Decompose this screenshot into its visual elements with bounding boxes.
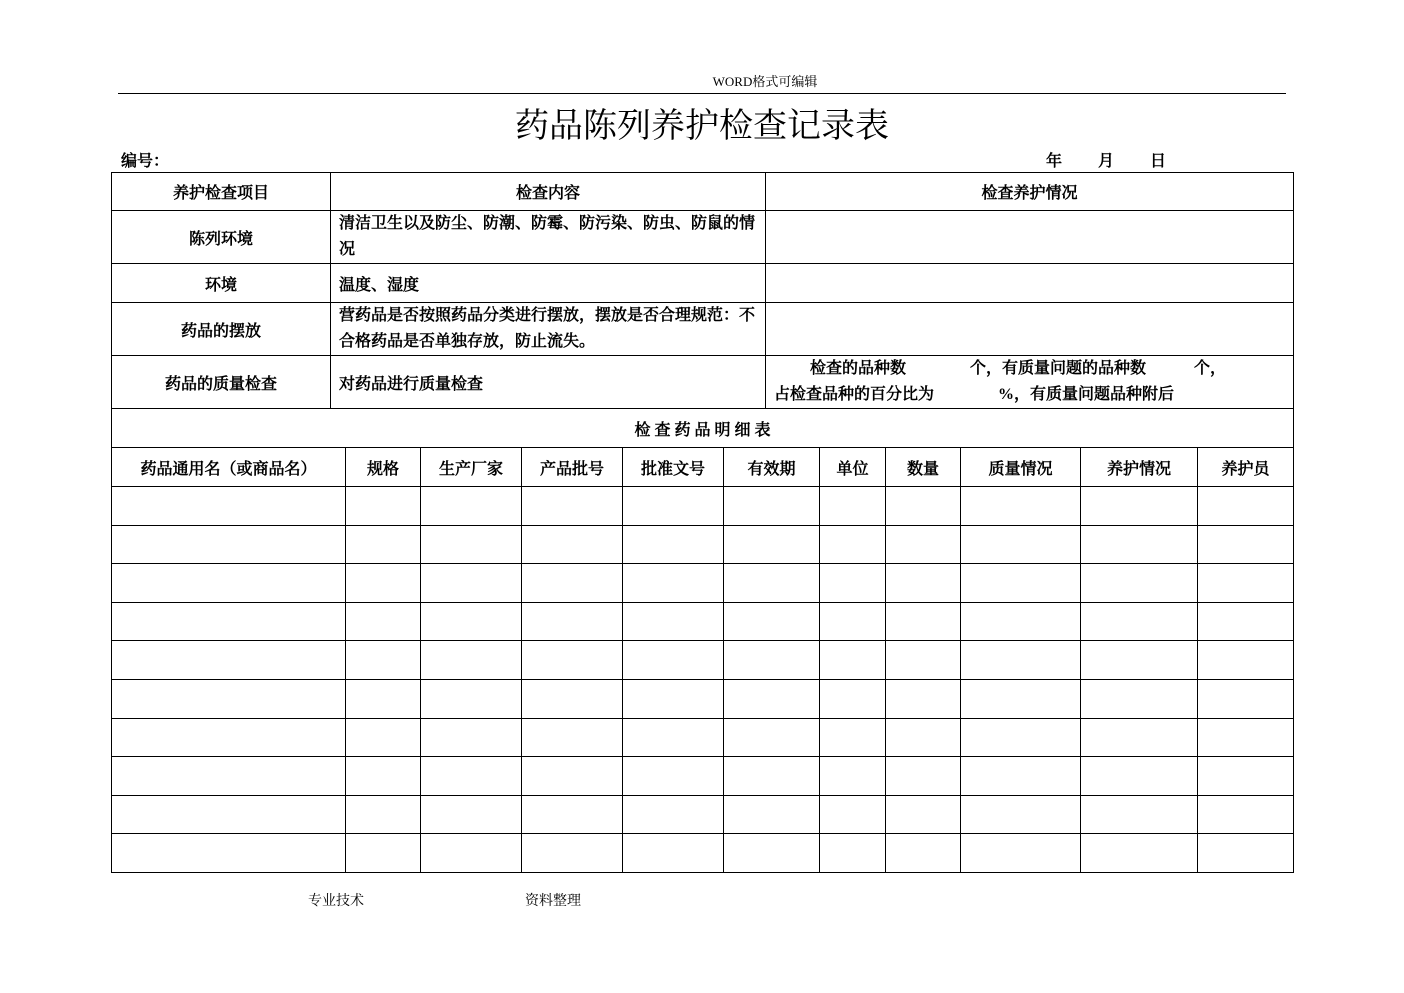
content-cell: 营药品是否按照药品分类进行摆放，摆放是否合理规范：不合格药品是否单独存放，防止流失。 (331, 303, 766, 356)
table-row (112, 834, 1294, 873)
table-cell[interactable] (346, 525, 421, 564)
table-cell[interactable] (112, 525, 346, 564)
table-cell[interactable] (724, 525, 820, 564)
table-cell[interactable] (1198, 757, 1294, 796)
column-header: 规格 (346, 448, 421, 487)
table-cell[interactable] (1081, 641, 1198, 680)
table-cell[interactable] (961, 525, 1081, 564)
table-cell[interactable] (1081, 564, 1198, 603)
column-header: 生产厂家 (421, 448, 522, 487)
table-cell[interactable] (522, 564, 623, 603)
table-cell[interactable] (346, 602, 421, 641)
header-divider (118, 93, 1286, 94)
table-cell[interactable] (421, 718, 522, 757)
table-cell[interactable] (346, 757, 421, 796)
table-cell[interactable] (961, 679, 1081, 718)
table-cell[interactable] (1198, 487, 1294, 526)
column-header: 养护情况 (1081, 448, 1198, 487)
table-cell[interactable] (346, 679, 421, 718)
table-cell[interactable] (1198, 834, 1294, 873)
table-cell[interactable] (724, 679, 820, 718)
table-cell[interactable] (820, 602, 886, 641)
date-year: 年 (1046, 153, 1063, 170)
status-line: 占检查品种的百分比为 %，有质量问题品种附后 (774, 386, 1175, 403)
table-cell[interactable] (1081, 602, 1198, 641)
table-cell[interactable] (724, 641, 820, 680)
table-cell[interactable] (1081, 525, 1198, 564)
table-cell[interactable] (623, 679, 724, 718)
column-header: 药品通用名（或商品名） (112, 448, 346, 487)
table-cell[interactable] (961, 564, 1081, 603)
column-header: 单位 (820, 448, 886, 487)
table-cell[interactable] (346, 641, 421, 680)
table-cell[interactable] (820, 718, 886, 757)
table-cell[interactable] (346, 834, 421, 873)
column-header: 批准文号 (623, 448, 724, 487)
table-cell[interactable] (112, 679, 346, 718)
table-cell[interactable] (1198, 679, 1294, 718)
table-cell[interactable] (1198, 718, 1294, 757)
status-cell[interactable] (766, 303, 1294, 356)
table-cell[interactable] (522, 679, 623, 718)
item-cell: 陈列环境 (112, 211, 331, 264)
table-cell[interactable] (623, 795, 724, 834)
table-cell[interactable] (1198, 564, 1294, 603)
table-cell[interactable] (886, 757, 961, 796)
table-cell[interactable] (421, 487, 522, 526)
table-cell[interactable] (1198, 525, 1294, 564)
column-header: 养护员 (1198, 448, 1294, 487)
table-cell[interactable] (886, 795, 961, 834)
table-cell[interactable] (820, 834, 886, 873)
table-cell[interactable] (1081, 679, 1198, 718)
table-cell[interactable] (820, 525, 886, 564)
table-cell[interactable] (724, 564, 820, 603)
table-cell[interactable] (1081, 718, 1198, 757)
table-cell[interactable] (623, 525, 724, 564)
status-cell[interactable] (766, 264, 1294, 303)
inspection-table (111, 172, 1294, 409)
date-day: 日 (1150, 153, 1167, 170)
table-cell[interactable] (112, 795, 346, 834)
table-cell[interactable] (421, 641, 522, 680)
table-cell[interactable] (724, 757, 820, 796)
table-cell[interactable] (820, 641, 886, 680)
column-header: 质量情况 (961, 448, 1081, 487)
table-cell[interactable] (112, 834, 346, 873)
column-header: 数量 (886, 448, 961, 487)
table-cell[interactable] (961, 795, 1081, 834)
table-cell[interactable] (421, 757, 522, 796)
table-cell[interactable] (421, 795, 522, 834)
status-line: 检查的品种数 个，有质量问题的品种数 个， (810, 360, 1227, 377)
table-row (112, 679, 1294, 718)
table-row (112, 525, 1294, 564)
table-cell[interactable] (1081, 834, 1198, 873)
table-cell[interactable] (522, 525, 623, 564)
table-cell[interactable] (346, 487, 421, 526)
detail-table (111, 408, 1294, 873)
table-row (112, 602, 1294, 641)
table-cell[interactable] (886, 718, 961, 757)
table-cell[interactable] (346, 795, 421, 834)
table-cell[interactable] (112, 487, 346, 526)
table-cell[interactable] (112, 641, 346, 680)
table-cell[interactable] (886, 602, 961, 641)
table-cell[interactable] (112, 602, 346, 641)
date-month: 月 (1098, 153, 1115, 170)
table-cell[interactable] (346, 718, 421, 757)
header-cell: 检查内容 (331, 173, 766, 211)
table-cell[interactable] (623, 641, 724, 680)
status-cell[interactable] (766, 356, 1294, 409)
table-cell[interactable] (522, 834, 623, 873)
item-cell: 药品的质量检查 (112, 356, 331, 409)
table-cell[interactable] (112, 564, 346, 603)
table-row (112, 718, 1294, 757)
table-cell[interactable] (112, 718, 346, 757)
table-cell[interactable] (421, 564, 522, 603)
table-cell[interactable] (522, 641, 623, 680)
table-cell[interactable] (623, 757, 724, 796)
table-cell[interactable] (886, 564, 961, 603)
table-cell[interactable] (886, 641, 961, 680)
date-fields (1046, 148, 1202, 171)
status-cell[interactable] (766, 211, 1294, 264)
content-cell: 清洁卫生以及防尘、防潮、防霉、防污染、防虫、防鼠的情况 (331, 211, 766, 264)
table-cell[interactable] (961, 602, 1081, 641)
table-row (112, 487, 1294, 526)
table-cell[interactable] (421, 602, 522, 641)
number-label: 编号： (121, 153, 170, 170)
table-cell[interactable] (724, 795, 820, 834)
item-cell: 环境 (112, 264, 331, 303)
table-row (112, 795, 1294, 834)
table-cell[interactable] (623, 718, 724, 757)
item-cell: 药品的摆放 (112, 303, 331, 356)
table-cell[interactable] (623, 602, 724, 641)
table-cell[interactable] (724, 834, 820, 873)
table-cell[interactable] (1198, 641, 1294, 680)
table-cell[interactable] (1198, 602, 1294, 641)
table-cell[interactable] (820, 795, 886, 834)
header-cell: 养护检查项目 (112, 173, 331, 211)
table-cell[interactable] (421, 834, 522, 873)
footer-right: 资料整理 (525, 894, 581, 909)
table-row (112, 564, 1294, 603)
table-cell[interactable] (961, 718, 1081, 757)
table-cell[interactable] (886, 487, 961, 526)
table-cell[interactable] (623, 487, 724, 526)
table-cell[interactable] (820, 564, 886, 603)
header-cell: 检查养护情况 (766, 173, 1294, 211)
table-cell[interactable] (961, 641, 1081, 680)
table-cell[interactable] (724, 602, 820, 641)
table-cell[interactable] (623, 834, 724, 873)
table-cell[interactable] (522, 487, 623, 526)
table-row (112, 641, 1294, 680)
table-cell[interactable] (1081, 795, 1198, 834)
column-header: 有效期 (724, 448, 820, 487)
table-cell[interactable] (1081, 757, 1198, 796)
table-cell[interactable] (623, 564, 724, 603)
table-cell[interactable] (1198, 795, 1294, 834)
table-cell[interactable] (961, 834, 1081, 873)
table-cell[interactable] (820, 679, 886, 718)
table-cell[interactable] (421, 679, 522, 718)
table-cell[interactable] (522, 718, 623, 757)
content-cell: 对药品进行质量检查 (331, 356, 766, 409)
table-cell[interactable] (522, 757, 623, 796)
column-header: 产品批号 (522, 448, 623, 487)
page-title: 药品陈列养护检查记录表 (515, 106, 889, 146)
table-cell[interactable] (522, 795, 623, 834)
table-cell[interactable] (886, 525, 961, 564)
table-row (112, 757, 1294, 796)
page-header: WORD格式可编辑 (712, 74, 818, 89)
footer-left: 专业技术 (308, 894, 364, 909)
table-cell[interactable] (724, 718, 820, 757)
table-cell[interactable] (961, 757, 1081, 796)
table-cell[interactable] (346, 564, 421, 603)
table-cell[interactable] (522, 602, 623, 641)
table-cell[interactable] (724, 487, 820, 526)
table-cell[interactable] (421, 525, 522, 564)
table-cell[interactable] (112, 757, 346, 796)
content-cell: 温度、湿度 (331, 264, 766, 303)
table-cell[interactable] (886, 679, 961, 718)
table-cell[interactable] (886, 834, 961, 873)
table-cell[interactable] (820, 487, 886, 526)
detail-title: 检 查 药 品 明 细 表 (112, 409, 1294, 448)
table-cell[interactable] (1081, 487, 1198, 526)
table-cell[interactable] (961, 487, 1081, 526)
table-cell[interactable] (820, 757, 886, 796)
